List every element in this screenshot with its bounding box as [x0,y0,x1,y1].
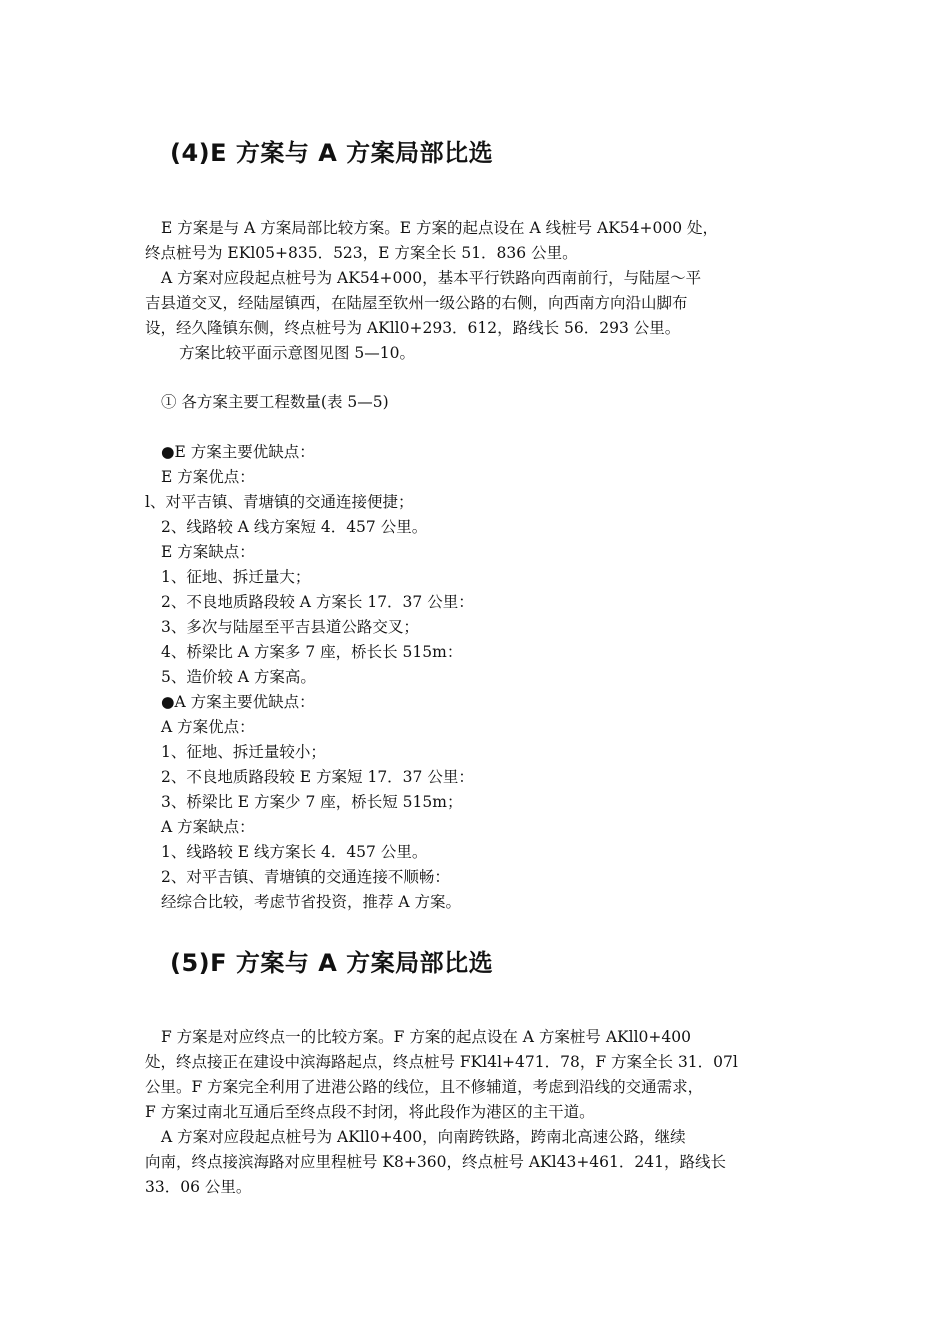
list-item: 5、造价较 A 方案高。 [161,668,316,686]
conclusion: 经综合比较，考虑节省投资，推荐 A 方案。 [161,893,462,911]
list-item: 2、对平吉镇、青塘镇的交通连接不顺畅： [161,868,450,886]
section-f-para1-line1: F 方案是对应终点一的比较方案。F 方案的起点设在 A 方案桩号 AKll0+400 [161,1028,691,1046]
section-f-para2-line1: A 方案对应段起点桩号为 AKll0+400，向南跨铁路，跨南北高速公路，继续 [161,1128,686,1146]
list-item: A 方案缺点： [161,818,255,836]
list-item: ●A 方案主要优缺点： [161,693,315,711]
section-e-para2-line3: 设，经久隆镇东侧，终点桩号为 AKll0+293．612，路线长 56．293 公里。 [145,319,681,337]
list-item: 1、征地、拆迁量大； [161,568,311,586]
section-e-para2-line2: 吉县道交叉，经陆屋镇西，在陆屋至钦州一级公路的右侧，向西南方向沿山脚布 [145,294,688,312]
list-item: E 方案优点： [161,468,255,486]
figure-reference: 方案比较平面示意图见图 5—10。 [179,344,416,362]
list-item: 1、征地、拆迁量较小； [161,743,326,761]
section-e-para1-line2: 终点桩号为 EKl05+835．523，E 方案全长 51．836 公里。 [145,244,578,262]
list-item: 1、线路较 E 线方案长 4．457 公里。 [161,843,428,861]
section-e-para1-line1: E 方案是与 A 方案局部比较方案。E 方案的起点设在 A 线桩号 AK54+000 处， [161,219,719,237]
list-item: 2、线路较 A 线方案短 4．457 公里。 [161,518,428,536]
list-item: 2、不良地质路段较 E 方案短 17．37 公里： [161,768,474,786]
list-item: 3、多次与陆屋至平吉县道公路交叉； [161,618,419,636]
list-item: 4、桥梁比 A 方案多 7 座，桥长长 515m： [161,643,463,661]
list-item: ●E 方案主要优缺点： [161,443,315,461]
section-f-heading: (5)F 方案与 A 方案局部比选 [170,949,494,977]
section-e-para2-line1: A 方案对应段起点桩号为 AK54+000，基本平行铁路向西南前行，与陆屋～平 [161,269,702,287]
section-f-para2-line3: 33．06 公里。 [145,1178,252,1196]
section-f-para1-line4: F 方案过南北互通后至终点段不封闭，将此段作为港区的主干道。 [145,1103,595,1121]
list-item: 3、桥梁比 E 方案少 7 座，桥长短 515m； [161,793,463,811]
list-item: l、对平吉镇、青塘镇的交通连接便捷； [145,493,414,511]
table-reference: ① 各方案主要工程数量(表 5—5) [161,393,389,411]
section-f-para1-line2: 处，终点接正在建设中滨海路起点，终点桩号 FKl4l+471．78，F 方案全长 31．07l [145,1053,738,1071]
list-item: 2、不良地质路段较 A 方案长 17．37 公里： [161,593,474,611]
section-f-para2-line2: 向南，终点接滨海路对应里程桩号 K8+360，终点桩号 AKl43+461．241，路线长 [145,1153,726,1171]
section-f-para1-line3: 公里。F 方案完全利用了进港公路的线位，且不修辅道，考虑到沿线的交通需求， [145,1078,704,1096]
list-item: A 方案优点： [161,718,255,736]
section-e-heading: (4)E 方案与 A 方案局部比选 [170,139,494,167]
list-item: E 方案缺点： [161,543,255,561]
